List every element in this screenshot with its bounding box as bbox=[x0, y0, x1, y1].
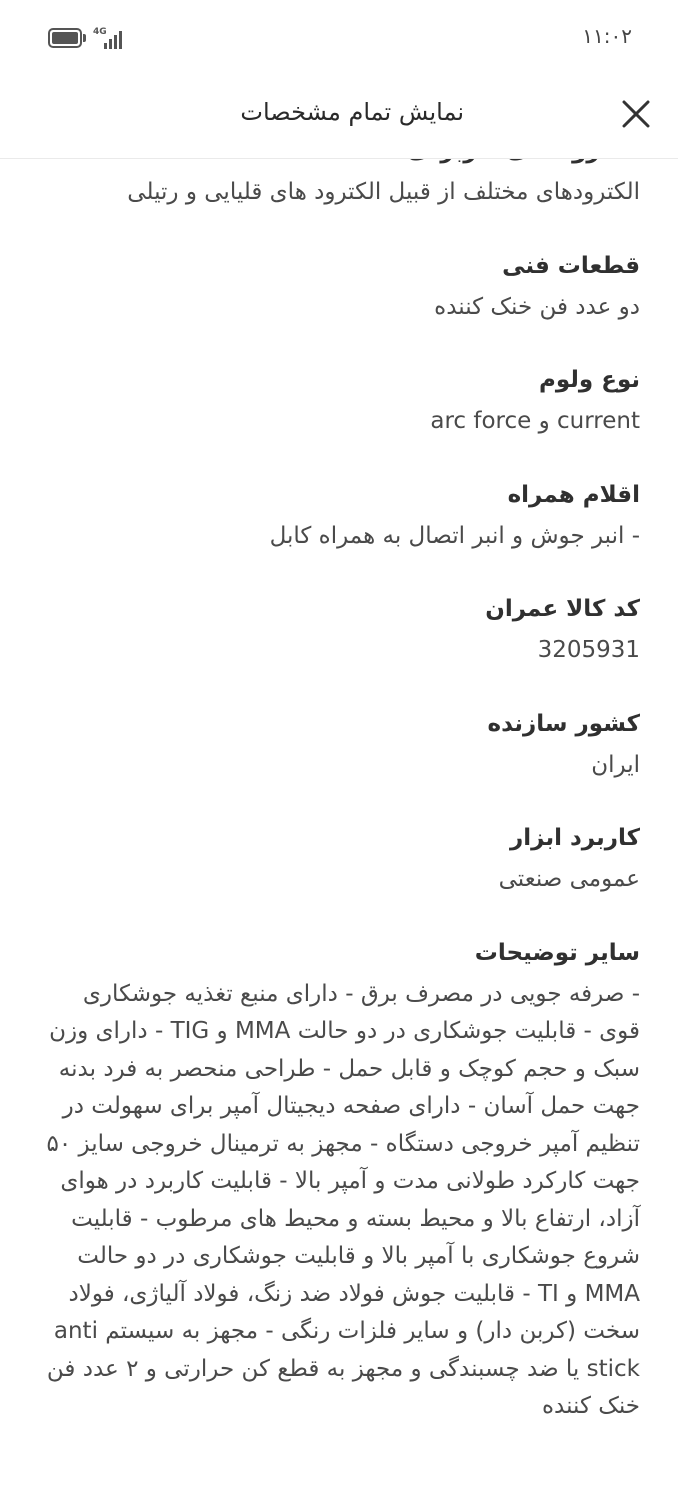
spec-value: ایران bbox=[591, 751, 640, 778]
spec-heading: قطعات فنی bbox=[502, 252, 640, 279]
spec-item-product-code bbox=[0, 592, 678, 670]
spec-item-included-items bbox=[0, 478, 678, 556]
spec-value: - صرفه جویی در مصرف برق - دارای منبع تغذیه جوشکاری قوی - قابلیت جوشکاری در دو حالت MMA و TIG - دارای وزن سبک و حجم کوچک و قابل حمل - طراحی منحصر به فرد بدنه جهت حمل آسان - دارای صفحه دیجیتال آمپر برای سهولت در تنظیم آمپر خروجی دستگاه - مجهز به ترمینال خروجی سایز ۵۰ جهت کارکرد طولانی مدت و آمپر بالا - قابلیت کاربرد در هوای آزاد، ارتفاع بالا و محیط بسته و محیط های مرطوب - قابلیت شروع جوشکاری با آمپر بالا و قابلیت جوشکاری در دو حالت MMA و TI - قابلیت جوش فولاد ضد زنگ، فولاد آلیاژی، فولاد سخت (کربن دار) و سایر فلزات رنگی - مجهز به سیستم anti stick یا ضد چسبندگی و مجهز به قطع کن حرارتی و ۲ عدد فن خنک کننده bbox=[46, 980, 640, 1419]
spec-value: عمومی صنعتی bbox=[498, 866, 640, 892]
spec-heading: اقلام همراه bbox=[507, 481, 640, 508]
spec-item-tool-usage bbox=[0, 821, 678, 899]
spec-value: الکترودهای مختلف از قبیل الکترود های قلیایی و رتیلی bbox=[127, 179, 640, 205]
status-bar bbox=[0, 0, 678, 78]
spec-heading: کاربرد ابزار bbox=[510, 825, 640, 851]
spec-item-volume-type bbox=[0, 363, 678, 441]
spec-heading: سایر توضیحات bbox=[474, 939, 640, 966]
page-title: نمایش تمام مشخصات bbox=[240, 98, 464, 126]
signal-strength-icon bbox=[104, 29, 126, 49]
close-icon bbox=[614, 94, 658, 138]
specs-list[interactable] bbox=[0, 159, 678, 1500]
status-time: ۱۱:۰۲ bbox=[582, 24, 632, 48]
spec-value: - انبر جوش و انبر اتصال به همراه کابل bbox=[269, 522, 640, 549]
spec-heading: کشور سازنده bbox=[487, 710, 640, 737]
close-button[interactable] bbox=[614, 94, 658, 138]
spec-value: current و arc force bbox=[430, 408, 640, 434]
network-type-label: 4G bbox=[93, 27, 107, 37]
spec-item-technical-parts bbox=[0, 249, 678, 327]
spec-value: 3205931 bbox=[537, 637, 640, 663]
app-header bbox=[0, 78, 678, 159]
spec-heading: نوع ولوم bbox=[539, 367, 640, 393]
spec-value: دو عدد فن خنک کننده bbox=[434, 293, 640, 320]
spec-item-country bbox=[0, 707, 678, 785]
spec-item-other-notes bbox=[0, 936, 678, 1426]
spec-heading: کد کالا عمران bbox=[485, 596, 640, 622]
battery-icon bbox=[48, 28, 82, 48]
